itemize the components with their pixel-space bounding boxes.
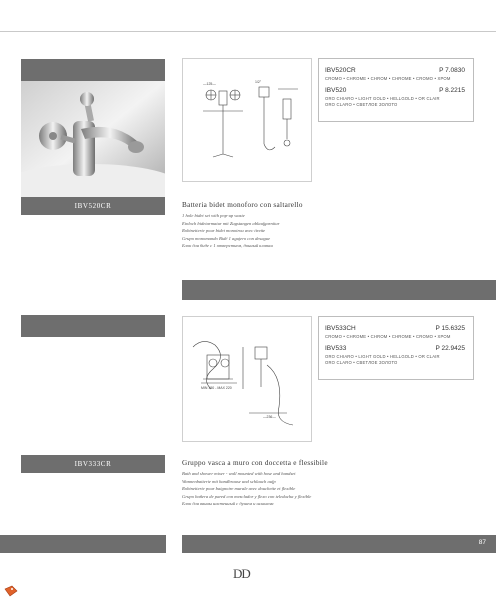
variant-price: P 22.9425 (435, 345, 465, 352)
product-1-title: Batteria bidet monoforo con saltarello (182, 201, 303, 209)
product-1-price-box (318, 58, 474, 122)
svg-text:—236—: —236— (263, 415, 276, 419)
svg-text:MIN 150 - MAX 220: MIN 150 - MAX 220 (201, 386, 232, 390)
product-2-drawing (182, 316, 312, 442)
variant-code: IBV520 (325, 87, 347, 94)
description-line: Wannenbatterie mit handbrause und schlauch aufp (182, 478, 276, 484)
product-2-title: Gruppo vasca a muro con doccetta e flessibile (182, 459, 328, 467)
product-2-code-label: IBV333CR (21, 455, 165, 473)
variant-price: P 8.2215 (439, 87, 465, 94)
variant-code: IBV533 (325, 345, 347, 352)
top-rule (0, 31, 496, 32)
product-2-photo-area (21, 337, 165, 455)
bottom-left-bar (0, 535, 166, 553)
variant-price: P 15.6325 (435, 325, 465, 332)
variant-finishes: CROMO • CHROME • CHROM • CHROME • CROMO • ХРОМ (325, 334, 451, 339)
product-1-drawing (182, 58, 312, 182)
variant-finishes: ORO CHIARO • LIGHT GOLD • HELLGOLD • OR CLAIR ORO CLARO • СВЕТЛОЕ ЗОЛОТО (325, 96, 440, 107)
bidet-mixer-drawing (183, 59, 311, 181)
product-2-descriptions (182, 470, 472, 508)
page-number: 87 (478, 539, 486, 546)
product-1-footer-bar (182, 280, 496, 300)
svg-text:—125—: —125— (203, 82, 216, 86)
description-line: Bath and shower mixer - wall mounted with hose and handset (182, 471, 296, 476)
brand-logo: DD (233, 566, 250, 581)
description-line: Grupo bañera de pared con mezclador y flexo con teleducha y flexible (182, 493, 312, 499)
product-2-price-box (318, 316, 474, 380)
variant-finishes: ORO CHIARO • LIGHT GOLD • HELLGOLD • OR CLAIR ORO CLARO • СВЕТЛОЕ ЗОЛОТО (325, 354, 440, 365)
description-line: Grupo monomando Bidé 1 agujero con desague (182, 235, 271, 241)
tag-icon[interactable] (4, 584, 18, 596)
description-line: Robinetterie pour bidet monotrou avec tirette (182, 228, 266, 234)
description-line: Robinetterie pour baignoire murale avec douchette et flexible (182, 486, 296, 492)
svg-text:1/2": 1/2" (255, 80, 262, 84)
product-1-descriptions (182, 212, 472, 250)
bottom-right-bar (182, 535, 496, 553)
description-line: Блок для ванны настенный с душем и шлангом (182, 501, 274, 507)
variant-price: P 7.0830 (439, 67, 465, 74)
product-2-header-bar (21, 315, 165, 337)
product-1-photo (21, 81, 165, 197)
variant-finishes: CROMO • CHROME • CHROM • CHROME • CROMO • ХРОМ (325, 76, 451, 81)
variant-code: IBV533CH (325, 325, 356, 332)
faucet-photo-image (21, 81, 165, 197)
product-1-header-bar (21, 59, 165, 81)
product-1-code-label: IBV520CR (21, 197, 165, 215)
variant-code: IBV520CR (325, 67, 356, 74)
bath-mixer-drawing (183, 317, 311, 441)
description-line: Блок для биде с 1 отверстием, донный клапан (182, 243, 273, 249)
description-line: Einloch bidetarmatur mit Zugstangen ablaufgarnitur (182, 220, 280, 226)
description-line: 1 hole bidet set with pop-up waste (182, 213, 245, 218)
